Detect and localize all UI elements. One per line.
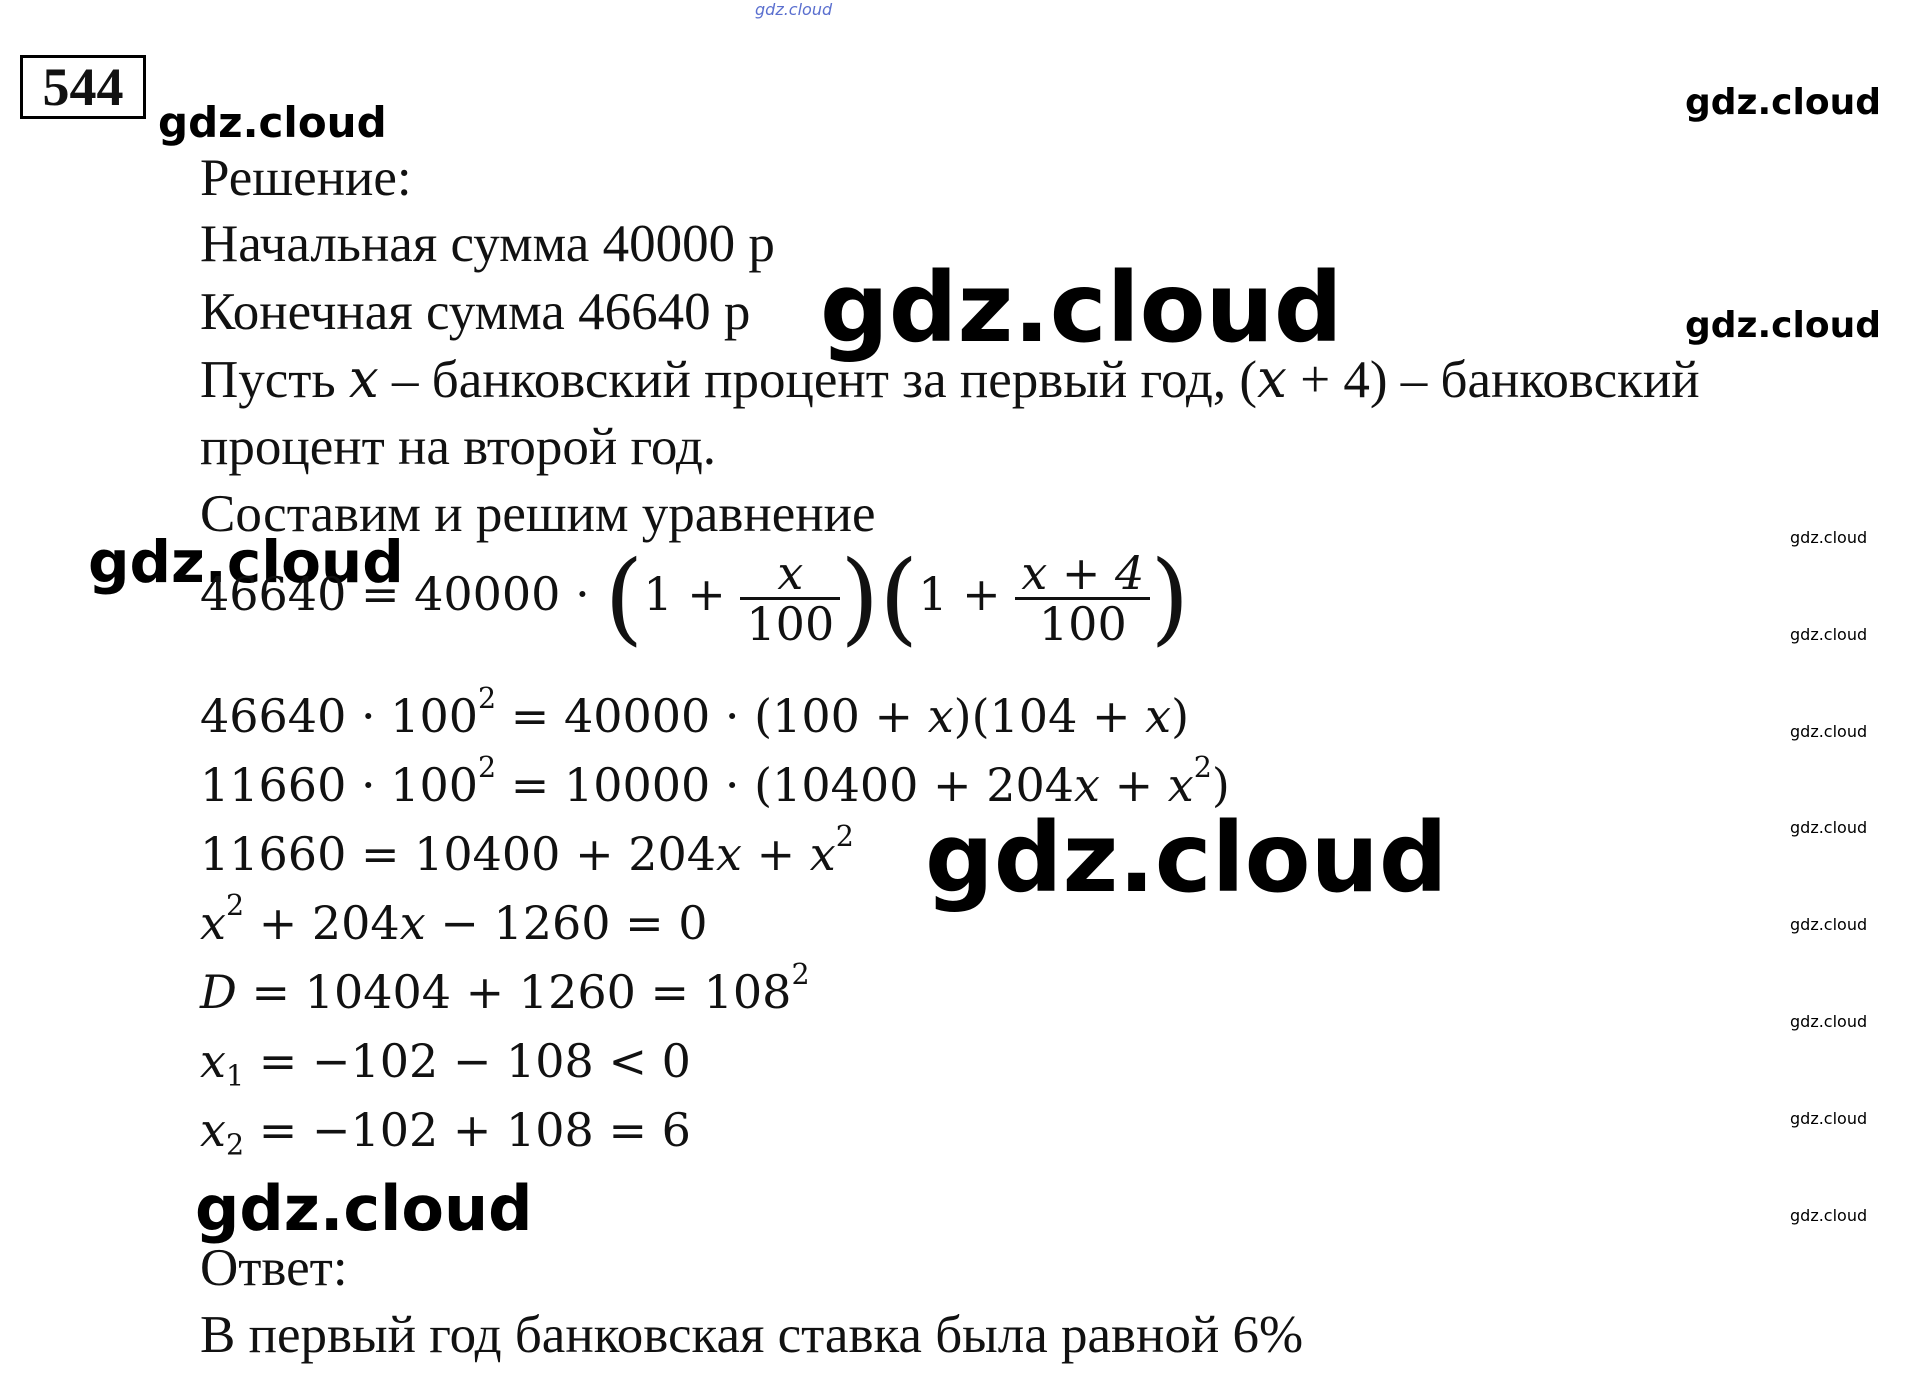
- compose-line: Составим и решим уравнение: [200, 485, 876, 543]
- watermark-top: gdz.cloud: [755, 0, 833, 19]
- eq5-a: + 204: [244, 896, 400, 950]
- watermark-small-4: gdz.cloud: [1790, 818, 1868, 837]
- watermark-small-2: gdz.cloud: [1790, 625, 1868, 644]
- eq3-x1: x: [1074, 758, 1100, 812]
- watermark-small-5: gdz.cloud: [1790, 915, 1868, 934]
- eq4-b: +: [742, 827, 810, 881]
- eq2-x1: x: [927, 689, 954, 743]
- watermark-big-2: gdz.cloud: [925, 802, 1448, 914]
- eq1-lhs: 46640 = 40000 ·: [200, 567, 605, 621]
- watermark-right-1: gdz.cloud: [1685, 82, 1881, 123]
- eq8-x: x: [200, 1103, 226, 1157]
- eq7-a: = −102 − 108 < 0: [244, 1034, 691, 1088]
- let-var-2: x: [1257, 349, 1287, 410]
- eq2-b: = 40000 · (100 +: [496, 689, 928, 743]
- let-line-1-b: – банковский процент за первый год, (: [378, 351, 1258, 409]
- eq2-x2: x: [1145, 689, 1172, 743]
- answer-label: Ответ:: [200, 1239, 348, 1297]
- watermark-small-8: gdz.cloud: [1790, 1206, 1868, 1225]
- eq7-x: x: [200, 1034, 226, 1088]
- eq6-exp: 2: [791, 957, 810, 991]
- paren-open-2: (: [879, 539, 919, 656]
- watermark-big-1: gdz.cloud: [820, 252, 1343, 364]
- fraction-2-den: 100: [1038, 596, 1127, 651]
- eq3-exp2: 2: [1193, 750, 1212, 784]
- let-line-2: процент на второй год.: [200, 418, 717, 476]
- answer-text: В первый год банковская ставка была равной 6%: [200, 1306, 1304, 1364]
- paren-open-1: (: [604, 539, 644, 656]
- eq8-a: = −102 + 108 = 6: [244, 1103, 691, 1157]
- eq3-a: 11660 · 100: [200, 758, 478, 812]
- equation-5: [200, 888, 708, 951]
- watermark-small-1: gdz.cloud: [1790, 528, 1868, 547]
- equation-2: [200, 681, 1190, 744]
- eq2-c: )(104 +: [953, 689, 1146, 743]
- eq3-c: +: [1099, 758, 1168, 812]
- watermark-small-6: gdz.cloud: [1790, 1012, 1868, 1031]
- eq5-x2: x: [399, 896, 426, 950]
- let-line-1: [200, 350, 1700, 410]
- eq5-exp: 2: [225, 888, 245, 922]
- eq3-x2: x: [1167, 758, 1194, 812]
- equation-7: [200, 1033, 691, 1093]
- eq4-a: 11660 = 10400 + 204: [200, 827, 717, 881]
- eq4-exp: 2: [835, 819, 854, 853]
- eq3-b: = 10000 · (10400 + 204: [496, 758, 1075, 812]
- eq2-exp: 2: [478, 681, 497, 715]
- problem-number: 544: [20, 55, 146, 119]
- fraction-2-num: x + 4: [1015, 549, 1150, 600]
- eq6-a: = 10404 + 1260 = 108: [236, 965, 792, 1019]
- watermark-small-7: gdz.cloud: [1790, 1109, 1868, 1128]
- eq2-d: ): [1171, 689, 1190, 743]
- watermark-left-2: gdz.cloud: [195, 1172, 533, 1245]
- fraction-1: [740, 545, 840, 651]
- equation-4: [200, 819, 854, 882]
- let-line-1-a: Пусть: [200, 351, 349, 409]
- eq3-exp: 2: [478, 750, 497, 784]
- eq1-f2-pre: 1 +: [918, 567, 1016, 621]
- watermark-small-3: gdz.cloud: [1790, 722, 1868, 741]
- eq5-x1: x: [200, 896, 226, 950]
- fraction-1-den: 100: [746, 596, 835, 651]
- eq4-x2: x: [809, 827, 836, 881]
- eq3-d: ): [1211, 758, 1230, 812]
- eq2-a: 46640 · 100: [200, 689, 478, 743]
- fraction-2: [1015, 545, 1150, 651]
- equation-6: [200, 957, 810, 1020]
- let-line-1-c: + 4) – банковский: [1286, 351, 1700, 409]
- final-sum: Конечная сумма 46640 р: [200, 283, 751, 341]
- fraction-1-num: x: [740, 549, 840, 600]
- eq5-b: − 1260 = 0: [425, 896, 708, 950]
- solution-heading: Решение:: [200, 149, 412, 207]
- eq1-f1-pre: 1 +: [643, 567, 741, 621]
- watermark-left-1: gdz.cloud: [88, 528, 404, 596]
- eq4-x1: x: [716, 827, 742, 881]
- eq7-sub: 1: [225, 1059, 245, 1093]
- paren-close-2: ): [1150, 539, 1190, 656]
- eq8-sub: 2: [225, 1128, 245, 1162]
- let-var: x: [348, 349, 379, 410]
- paren-close-1: ): [840, 539, 880, 656]
- eq6-d: D: [200, 965, 237, 1019]
- initial-sum: Начальная сумма 40000 р: [200, 215, 775, 273]
- equation-8: [200, 1102, 691, 1162]
- watermark-right-2: gdz.cloud: [1685, 305, 1881, 346]
- watermark-near-number: gdz.cloud: [158, 98, 387, 147]
